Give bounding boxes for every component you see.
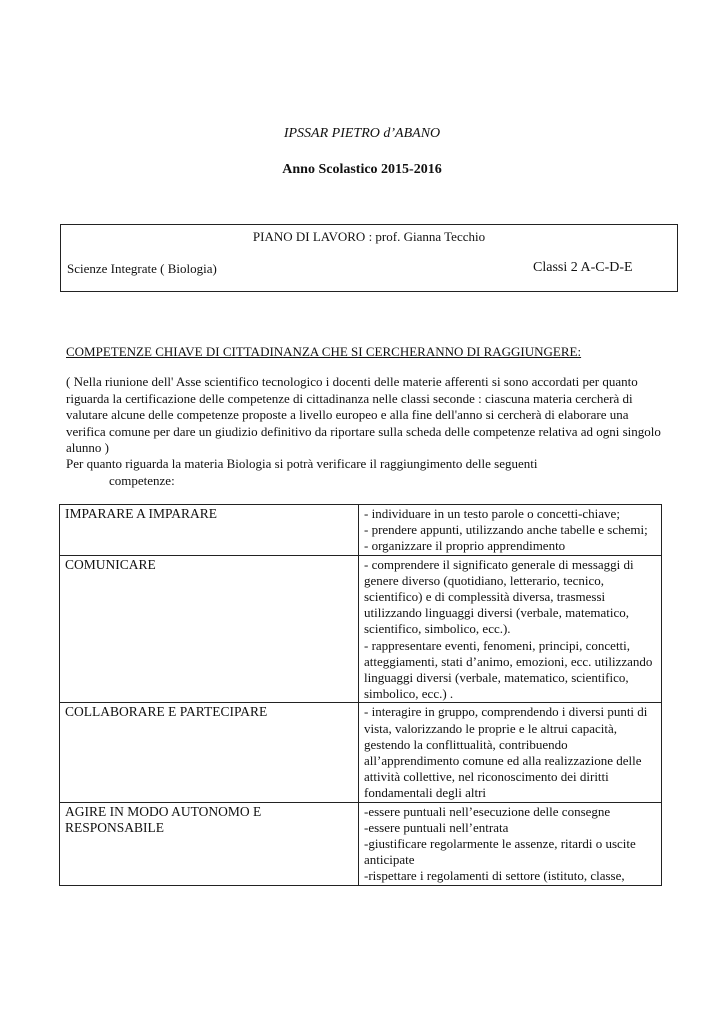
competence-description: - individuare in un testo parole o concetti-chiave; - prendere appunti, utilizzando anche tabelle e schemi; - organizzare il proprio apprendimento bbox=[359, 505, 662, 556]
table-row bbox=[60, 802, 662, 885]
lead-text-continued: competenze: bbox=[109, 472, 175, 488]
competence-name: COMUNICARE bbox=[60, 555, 359, 703]
work-plan-title: PIANO DI LAVORO : prof. Gianna Tecchio bbox=[252, 229, 486, 244]
competence-description: - interagire in gruppo, comprendendo i diversi punti di vista, valorizzando le proprie e le altrui capacità, gestendo la conflittualità, contribuendo all’apprendimento comune ed alla realizzazione delle attività collettive, nel riconoscimento dei diritti fondamentali degli altri bbox=[359, 703, 662, 802]
classes-label: Classi 2 A-C-D-E bbox=[533, 260, 633, 275]
school-year: Anno Scolastico 2015-2016 bbox=[282, 162, 442, 177]
competences-table bbox=[59, 504, 662, 886]
competence-description: -essere puntuali nell’esecuzione delle consegne -essere puntuali nell’entrata -giustificare regolarmente le assenze, ritardi o uscite anticipate -rispettare i regolamenti di settore (istituto, classe, bbox=[359, 802, 662, 885]
competence-name: IMPARARE A IMPARARE bbox=[60, 505, 359, 556]
table-row bbox=[60, 555, 662, 703]
work-plan-box bbox=[60, 224, 678, 292]
competence-description: - comprendere il significato generale di messaggi di genere diverso (quotidiano, letterario, tecnico, scientifico) e di complessità diversa, trasmessi utilizzando linguaggi diversi (verbale, matematico, scientifico, simbolico, ecc.). - rappresentare eventi, fenomeni, principi, concetti, atteggiamenti, stati d’animo, emozioni, ecc. utilizzando linguaggi diversi (verbale, matematico, scientifico, simbolico, ecc.) . bbox=[359, 555, 662, 703]
table-row bbox=[60, 505, 662, 556]
lead-text: Per quanto riguarda la materia Biologia si potrà verificare il raggiungimento delle seguenti bbox=[66, 456, 538, 471]
section-heading: COMPETENZE CHIAVE DI CITTADINANZA CHE SI CERCHERANNO DI RAGGIUNGERE: bbox=[66, 344, 582, 359]
competence-name: AGIRE IN MODO AUTONOMO E RESPONSABILE bbox=[60, 802, 359, 885]
competence-name: COLLABORARE E PARTECIPARE bbox=[60, 703, 359, 802]
lead-paragraph bbox=[66, 456, 666, 489]
intro-paragraph: ( Nella riunione dell' Asse scientifico tecnologico i docenti delle materie afferenti si sono accordati per quanto riguarda la certificazione delle competenze di cittadinanza nelle classi seconde : ciascuna materia cercherà di valutare alcune delle competenze proposte a livello europeo e alla fine dell'anno si cercherà di elaborare una verifica comune per dare un giudizio definitivo da riportare sulla scheda delle competenze relativa ad ogni singolo alunno ) bbox=[66, 374, 661, 455]
table-row bbox=[60, 703, 662, 802]
school-name: IPSSAR PIETRO d’ABANO bbox=[283, 126, 441, 141]
subject-label: Scienze Integrate ( Biologia) bbox=[67, 261, 217, 276]
